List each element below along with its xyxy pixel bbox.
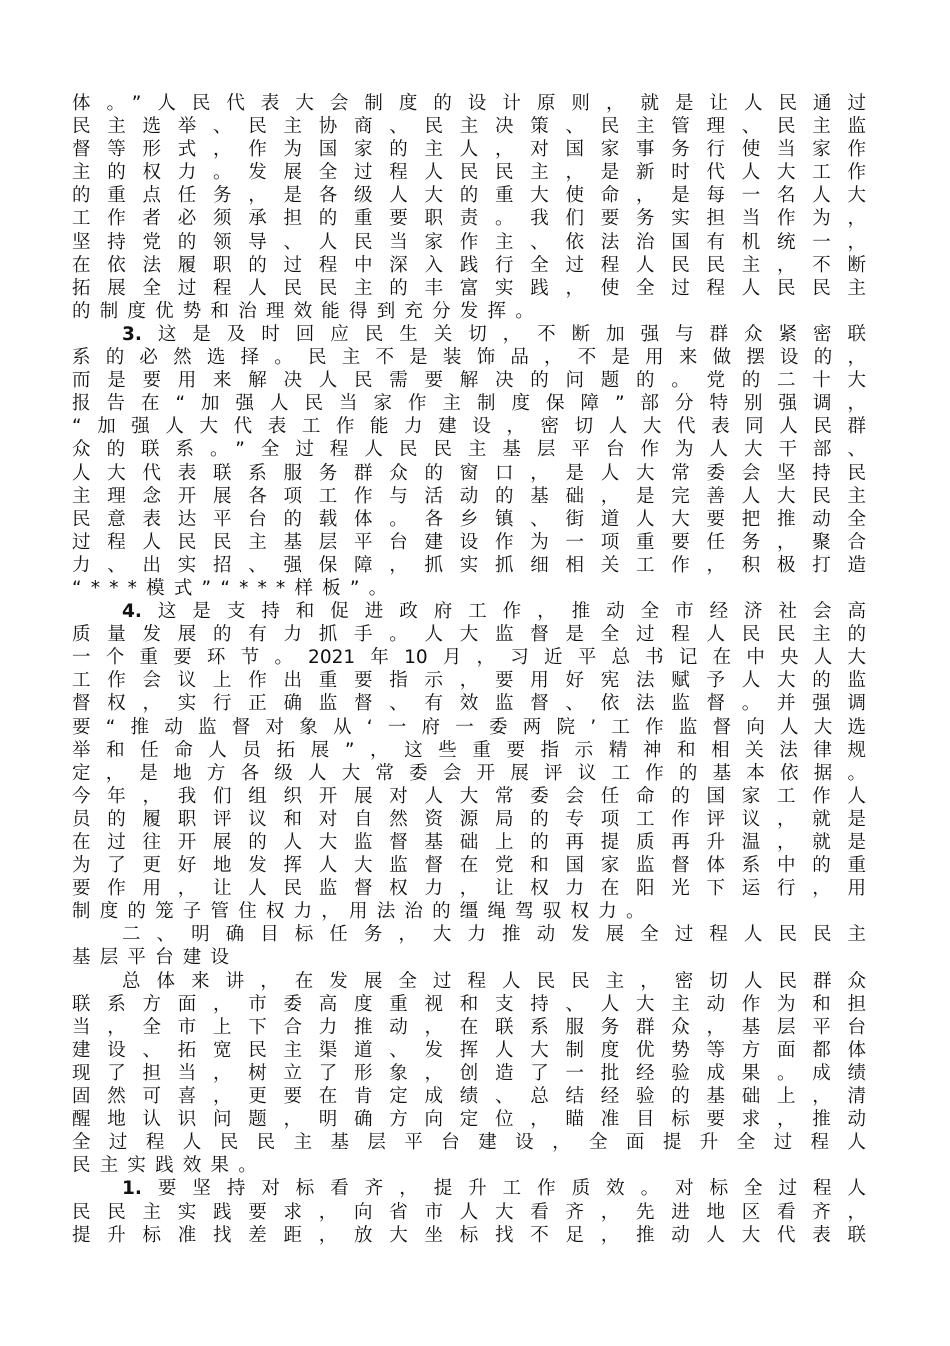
text-line bbox=[72, 946, 866, 969]
item-number: 4. bbox=[122, 601, 142, 623]
line-text: 定，是地方各级人大常委会开展评议工作的基本依据。 bbox=[72, 762, 866, 784]
line-text: 要“推动监督对象从‘一府一委两院’工作监督向人大选 bbox=[72, 716, 866, 738]
line-text: 质量发展的有力抓手。人大监督是全过程人民民主的 bbox=[72, 624, 866, 646]
text-line bbox=[72, 1224, 866, 1247]
line-text: 要作用，让人民监督权力，让权力在阳光下运行，用 bbox=[72, 878, 866, 900]
line-text: 主的权力。发展全过程人民民主，是新时代人大工作 bbox=[72, 162, 866, 184]
line-text: 人大代表联系服务群众的窗口，是人大常委会坚持民 bbox=[72, 462, 866, 484]
item-number: 1. bbox=[122, 1178, 142, 1200]
line-text: 督权，实行正确监督、有效监督、依法监督。并强调 bbox=[72, 693, 866, 715]
line-text: 系的必然选择。民主不是装饰品，不是用来做摆设的， bbox=[72, 347, 866, 369]
text-line bbox=[72, 623, 866, 646]
line-text: 现了担当，树立了形象，创造了一批经验成果。成绩 bbox=[72, 1062, 866, 1084]
text-line bbox=[72, 161, 866, 184]
text-line bbox=[72, 254, 866, 277]
text-line bbox=[72, 138, 866, 161]
line-text: 在过往开展的人大监督基础上的再提质再升温，就是 bbox=[72, 832, 866, 853]
line-text: “***模式”“***样板”。 bbox=[72, 577, 397, 599]
text-line bbox=[72, 508, 866, 531]
line-text: 过程人民民主基层平台建设作为一项重要任务，聚合 bbox=[72, 531, 866, 553]
line-text: 民意表达平台的载体。各乡镇、街道人大要把推动全 bbox=[72, 508, 866, 530]
line-text: 制度的笼子管住权力，用法治的缰绳驾驭权力。 bbox=[72, 901, 654, 923]
line-text: 这是支持和促进政府工作，推动全市经济社会高 bbox=[141, 601, 866, 623]
line-text: 工作者必须承担的重要职责。我们要务实担当作为， bbox=[72, 208, 866, 230]
line-text: 全过程人民民主基层平台建设，全面提升全过程人 bbox=[72, 1132, 866, 1154]
item-number: 3. bbox=[122, 323, 142, 345]
line-text: 众的联系。”全过程人民民主基层平台作为人大干部、 bbox=[72, 439, 866, 461]
text-line bbox=[72, 485, 866, 508]
text-line bbox=[72, 900, 866, 923]
line-text: 报告在“加强人民当家作主制度保障”部分特别强调， bbox=[72, 393, 866, 415]
text-line bbox=[72, 184, 866, 207]
text-line bbox=[72, 300, 866, 323]
line-text: 这是及时回应民生关切，不断加强与群众紧密联 bbox=[141, 323, 866, 345]
text-line bbox=[72, 346, 866, 369]
line-text: 建设、拓宽民主渠道、发挥人大制度优势等方面都体 bbox=[72, 1039, 866, 1061]
text-line bbox=[72, 115, 866, 138]
text-line bbox=[72, 231, 866, 254]
line-text: 联系方面，市委高度重视和支持、人大主动作为和担 bbox=[72, 993, 866, 1015]
text-line bbox=[72, 762, 866, 785]
text-line bbox=[72, 369, 866, 392]
line-text: 民主实践效果。 bbox=[72, 1155, 266, 1177]
line-text: 当，全市上下合力推动，在联系服务群众，基层平台 bbox=[72, 1016, 866, 1038]
text-line bbox=[72, 1177, 866, 1200]
text-line bbox=[72, 854, 866, 877]
line-text: 今年，我们组织开展对人大常委会任命的国家工作人 bbox=[72, 785, 866, 807]
text-line bbox=[72, 877, 866, 900]
text-line bbox=[72, 1016, 866, 1039]
text-line bbox=[72, 92, 866, 115]
line-text: 要坚持对标看齐，提升工作质效。对标全过程人 bbox=[141, 1178, 866, 1200]
line-text: 工作会议上作出重要指示，要用好宪法赋予人大的监 bbox=[72, 670, 866, 692]
text-line bbox=[72, 785, 866, 808]
text-line bbox=[72, 1131, 866, 1154]
line-text: 督等形式，作为国家的主人，对国家事务行使当家作 bbox=[72, 139, 866, 161]
line-text: 的重点任务，是各级人大的重大使命，是每一名人大 bbox=[72, 185, 866, 207]
text-line bbox=[72, 739, 866, 762]
text-line bbox=[72, 993, 866, 1016]
text-line bbox=[72, 646, 866, 669]
line-text: 总体来讲，在发展全过程人民民主，密切人民群众 bbox=[122, 970, 866, 992]
text-line bbox=[72, 462, 866, 485]
line-text: 提升标准找差距，放大坐标找不足，推动人大代表联 bbox=[72, 1224, 866, 1246]
text-line bbox=[72, 1201, 866, 1224]
line-text: 拓展全过程人民民主的丰富实践，使全过程人民民主 bbox=[72, 277, 866, 299]
text-line bbox=[72, 600, 866, 623]
text-line bbox=[72, 669, 866, 692]
text-line bbox=[72, 716, 866, 739]
line-text: 力、出实招、强保障，抓实抓细相关工作，积极打造 bbox=[72, 554, 866, 576]
line-text: 举和任命人员拓展”，这些重要指示精神和相关法律规 bbox=[72, 739, 866, 761]
text-line bbox=[72, 392, 866, 415]
line-text: 体。”人民代表大会制度的设计原则，就是让人民通过 bbox=[72, 93, 866, 114]
text-line bbox=[72, 970, 866, 993]
text-line bbox=[72, 531, 866, 554]
text-line bbox=[72, 577, 866, 600]
text-line bbox=[72, 1039, 866, 1062]
line-text: 员的履职评议和对自然资源局的专项工作评议，就是 bbox=[72, 808, 866, 830]
document-body bbox=[72, 92, 866, 1247]
line-text: 在依法履职的过程中深入践行全过程人民民主，不断 bbox=[72, 254, 866, 276]
line-text: 一个重要环节。2021年10月，习近平总书记在中央人大 bbox=[72, 647, 866, 669]
line-text: 民主选举、民主协商、民主决策、民主管理、民主监 bbox=[72, 116, 866, 138]
text-line bbox=[72, 323, 866, 346]
line-text: 醒地认识问题，明确方向定位，瞄准目标要求，推动 bbox=[72, 1109, 866, 1131]
text-line bbox=[72, 692, 866, 715]
text-line bbox=[72, 277, 866, 300]
text-line bbox=[72, 923, 866, 946]
line-text: 坚持党的领导、人民当家作主、依法治国有机统一， bbox=[72, 231, 866, 253]
line-text: 的制度优势和治理效能得到充分发挥。 bbox=[72, 300, 543, 322]
text-line bbox=[72, 207, 866, 230]
text-line bbox=[72, 415, 866, 438]
line-text: “加强人大代表工作能力建设，密切人大代表同人民群 bbox=[72, 416, 866, 438]
line-text: 主理念开展各项工作与活动的基础，是完善人大民主 bbox=[72, 485, 866, 507]
text-line bbox=[72, 438, 866, 461]
text-line bbox=[72, 554, 866, 577]
text-line bbox=[72, 1108, 866, 1131]
line-text: 固然可喜，更要在肯定成绩、总结经验的基础上，清 bbox=[72, 1086, 866, 1108]
text-line bbox=[72, 808, 866, 831]
line-text: 基层平台建设 bbox=[72, 947, 239, 969]
text-line bbox=[72, 1154, 866, 1177]
line-text: 二、明确目标任务，大力推动发展全过程人民民主 bbox=[122, 924, 866, 946]
text-line bbox=[72, 831, 866, 854]
text-line bbox=[72, 1085, 866, 1108]
line-text: 而是要用来解决人民需要解决的问题的。党的二十大 bbox=[72, 370, 866, 392]
line-text: 为了更好地发挥人大监督在党和国家监督体系中的重 bbox=[72, 855, 866, 877]
line-text: 民民主实践要求，向省市人大看齐，先进地区看齐， bbox=[72, 1201, 866, 1223]
text-line bbox=[72, 1062, 866, 1085]
